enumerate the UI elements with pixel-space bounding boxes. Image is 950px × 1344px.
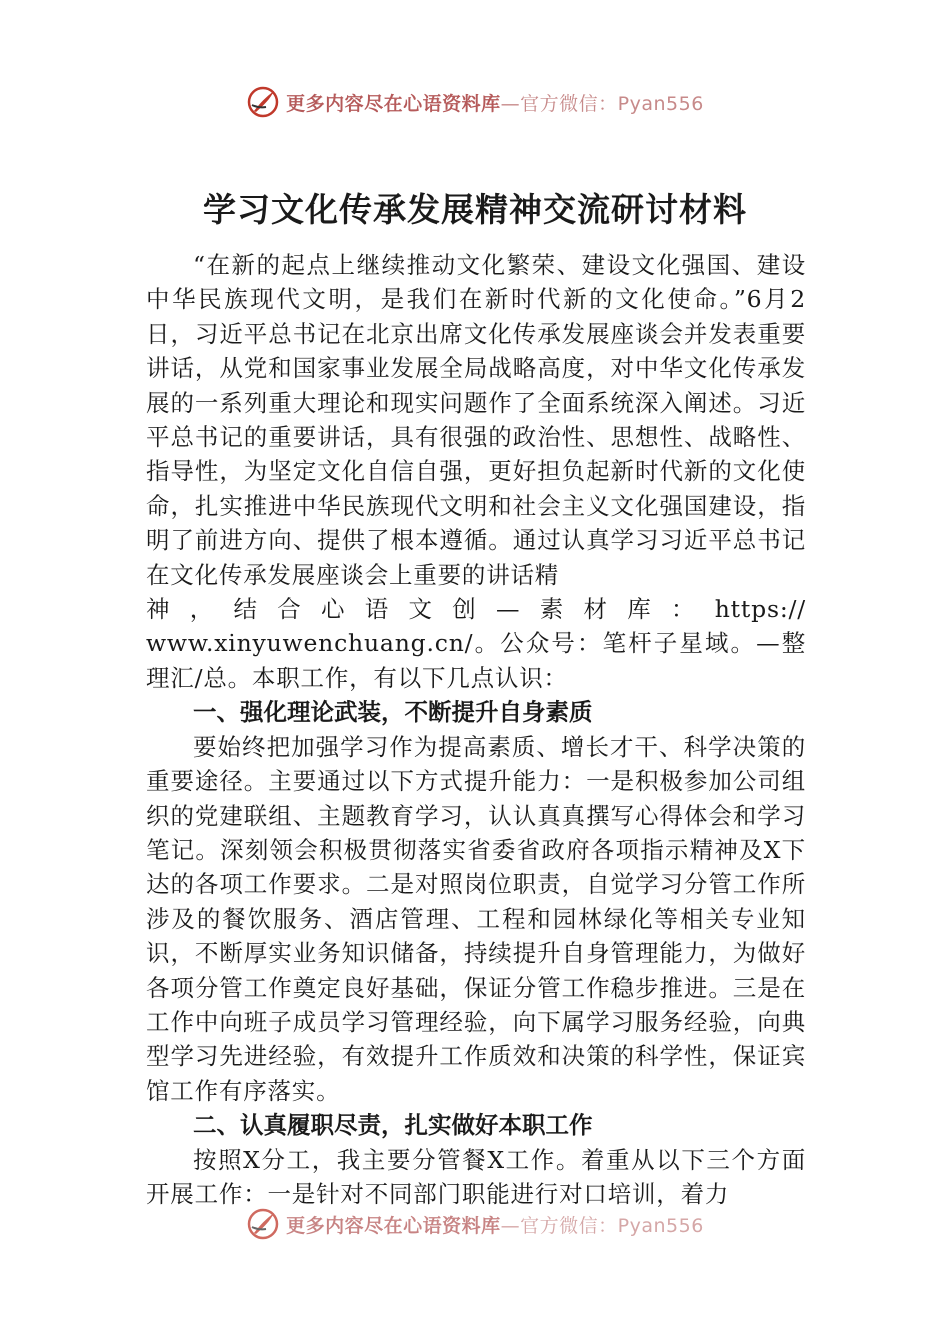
section-heading-2: 二、认真履职尽责，扎实做好本职工作 bbox=[193, 1111, 593, 1140]
document-body bbox=[146, 248, 806, 1211]
section-heading-1: 一、强化理论武装，不断提升自身素质 bbox=[193, 698, 593, 727]
watermark-red-text: 更多内容尽在心语资料库 bbox=[286, 92, 501, 115]
watermark-gray-text: —官方微信：Pyan556 bbox=[500, 92, 704, 115]
paragraph-1c: www.xinyuwenchuang.cn/。公众号：笔杆子星域。—整理汇/总。本职工作，有以下几点认识： bbox=[146, 629, 806, 692]
quill-logo-icon bbox=[246, 85, 280, 119]
header-watermark bbox=[0, 82, 950, 122]
paragraph-2: 要始终把加强学习作为提高素质、增长才干、科学决策的重要途径。主要通过以下方式提升能力：一是积极参加公司组织的党建联组、主题教育学习，认认真真撰写心得体会和学习笔记。深刻领会积极贯彻落实省委省政府各项指示精神及X下达的各项工作要求。二是对照岗位职责，自觉学习分管工作所涉及的餐饮服务、酒店管理、工程和园林绿化等相关专业知识，不断厚实业务知识储备，持续提升自身管理能力，为做好各项分管工作奠定良好基础，保证分管工作稳步推进。三是在工作中向班子成员学习管理经验，向下属学习服务经验，向典型学习先进经验，有效提升工作质效和决策的科学性，保证宾馆工作有序落实。 bbox=[146, 732, 806, 1105]
watermark-red-text: 更多内容尽在心语资料库 bbox=[286, 1214, 501, 1237]
footer-watermark bbox=[0, 1204, 950, 1244]
paragraph-1a: “在新的起点上继续推动文化繁荣、建设文化强国、建设中华民族现代文明，是我们在新时代新的文化使命。”6月2日，习近平总书记在北京出席文化传承发展座谈会并发表重要讲话，从党和国家事业发展全局战略高度，对中华文化传承发展的一系列重大理论和现实问题作了全面系统深入阐述。习近平总书记的重要讲话，具有很强的政治性、思想性、战略性、指导性，为坚定文化自信自强，更好担负起新时代新的文化使命，扎实推进中华民族现代文明和社会主义文化强国建设，指明了前进方向、提供了根本遵循。通过认真学习习近平总书记在文化传承发展座谈会上重要的讲话精 bbox=[146, 251, 806, 589]
document-title: 学习文化传承发展精神交流研讨材料 bbox=[203, 190, 747, 229]
watermark-gray-text: —官方微信：Pyan556 bbox=[500, 1214, 704, 1237]
paragraph-1b: 神，结合心语文创—素材库：https:// bbox=[146, 595, 806, 624]
paragraph-3: 按照X分工，我主要分管餐X工作。着重从以下三个方面开展工作：一是针对不同部门职能进行对口培训，着力 bbox=[146, 1145, 806, 1208]
quill-logo-icon bbox=[246, 1207, 280, 1241]
